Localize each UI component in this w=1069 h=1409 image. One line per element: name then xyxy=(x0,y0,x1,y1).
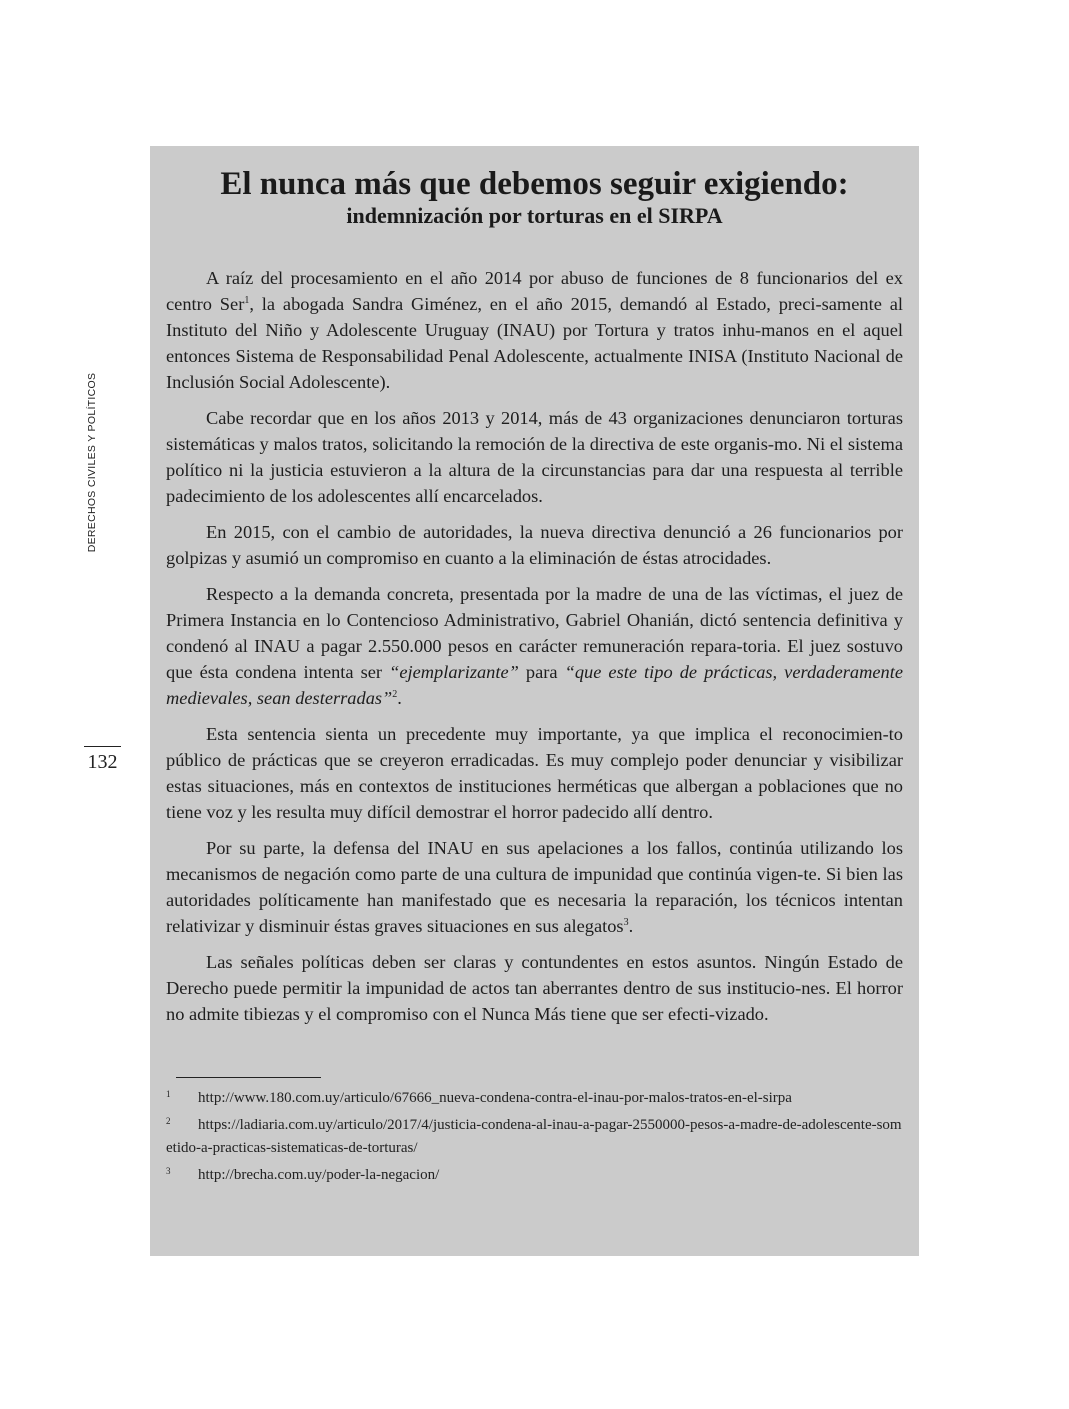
page-number-rule xyxy=(84,746,121,747)
paragraph-1 xyxy=(166,265,903,395)
footnote-divider xyxy=(176,1077,321,1078)
paragraph-6-end: . xyxy=(628,916,634,936)
paragraph-2: Cabe recordar que en los años 2013 y 2014, más de 43 organizaciones denunciaron torturas sistemáticas y malos tratos, solicitando la remoción de la directiva de este organis-mo. Ni el sistema político ni la justicia estuvieron a la altura de la circunstancias para dar una respuesta al terrible padecimiento de los adolescentes allí encarcelados. xyxy=(166,408,903,506)
paragraph-4-end: . xyxy=(397,688,402,708)
footnote-ref-1: 1 xyxy=(244,295,250,306)
footnote-link-3[interactable]: http://brecha.com.uy/poder-la-negacion/ xyxy=(198,1167,440,1183)
footnote-ref-2: 2 xyxy=(392,689,398,700)
footnote-link-1[interactable]: http://www.180.com.uy/articulo/67666_nueva-condena-contra-el-inau-por-malos-tratos-en-el-sirpa xyxy=(198,1090,792,1106)
footnote-number: 1 xyxy=(166,1089,171,1099)
article-title: El nunca más que debemos seguir exigiendo: xyxy=(220,166,849,202)
paragraph-4-text-mid: para xyxy=(518,662,565,682)
paragraph-6-text-a: Por su parte, la defensa del INAU en sus apelaciones a los fallos, continúa utilizando los mecanismos de negación como parte de una cultura de impunidad que continúa vigen-te. Si bien las autoridades políticamente han manifestado que es necesaria la reparación, los técnicos intentan relativizar y disminuir éstas graves situaciones en sus alegatos xyxy=(166,838,903,936)
paragraph-4 xyxy=(166,581,903,711)
footnote-2 xyxy=(166,1110,903,1160)
paragraph-1-text-b: , la abogada Sandra Giménez, en el año 2015, demandó al Estado, preci-samente al Instituto del Niño y Adolescente Uruguay (INAU) por Tortura y tratos inhu-manos en el aquel entonces Sistema de Responsabilidad Penal Adolescente, actualmente INISA (Instituto Nacional de Inclusión Social Adolescente). xyxy=(166,294,903,392)
quote-ejemplarizante: “ejemplarizante” xyxy=(389,662,519,682)
paragraph-7: Las señales políticas deben ser claras y contundentes en estos asuntos. Ningún Estado de Derecho puede permitir la impunidad de actos tan aberrantes dentro de sus institucio-nes. El horror no admite tibiezas y el compromiso con el Nunca Más tiene que ser efecti-vizado. xyxy=(166,952,903,1024)
footnote-3 xyxy=(166,1160,903,1187)
article-box xyxy=(150,146,919,1256)
paragraph-6 xyxy=(166,835,903,939)
paragraph-5: Esta sentencia sienta un precedente muy importante, ya que implica el reconocimien-to público de prácticas que se creyeron erradicadas. Es muy complejo poder denunciar y visibilizar estas situaciones, más en contextos de instituciones herméticas que albergan a poblaciones que no tiene voz y les resulta muy difícil demostrar el horror padecido allí dentro. xyxy=(166,724,903,822)
footnotes xyxy=(166,1083,903,1187)
quote-practicas: “que este tipo de prácticas, verdaderamente medievales, sean desterradas” xyxy=(166,662,903,708)
footnote-1 xyxy=(166,1083,903,1110)
article-body xyxy=(166,265,903,1027)
footnote-number: 3 xyxy=(166,1166,171,1176)
paragraph-1-text-a: A raíz del procesamiento en el año 2014 por abuso de funciones de 8 funcionarios del ex centro Ser xyxy=(166,268,903,314)
paragraph-4-text-a: Respecto a la demanda concreta, presentada por la madre de una de las víctimas, el juez de Primera Instancia en lo Contencioso Administrativo, Gabriel Ohanián, dictó sentencia definitiva y condenó al INAU a pagar 2.550.000 pesos en carácter remuneración repara-toria. El juez sostuvo que ésta condena intenta ser xyxy=(166,584,903,682)
article-subtitle: indemnización por torturas en el SIRPA xyxy=(346,203,723,228)
footnote-number: 2 xyxy=(166,1116,171,1126)
section-label: DERECHOS CIVILES Y POLÍTICOS xyxy=(86,372,98,553)
page-number: 132 xyxy=(87,751,118,773)
footnote-ref-3: 3 xyxy=(623,917,629,928)
paragraph-3: En 2015, con el cambio de autoridades, la nueva directiva denunció a 26 funcionarios por golpizas y asumió un compromiso en cuanto a la eliminación de éstas atrocidades. xyxy=(166,522,903,568)
footnote-link-2[interactable]: https://ladiaria.com.uy/articulo/2017/4/justicia-condena-al-inau-a-pagar-2550000-pesos-a-madre-de-adolescente-sometido-a-practicas-sistematicas-de-torturas/ xyxy=(166,1117,902,1156)
